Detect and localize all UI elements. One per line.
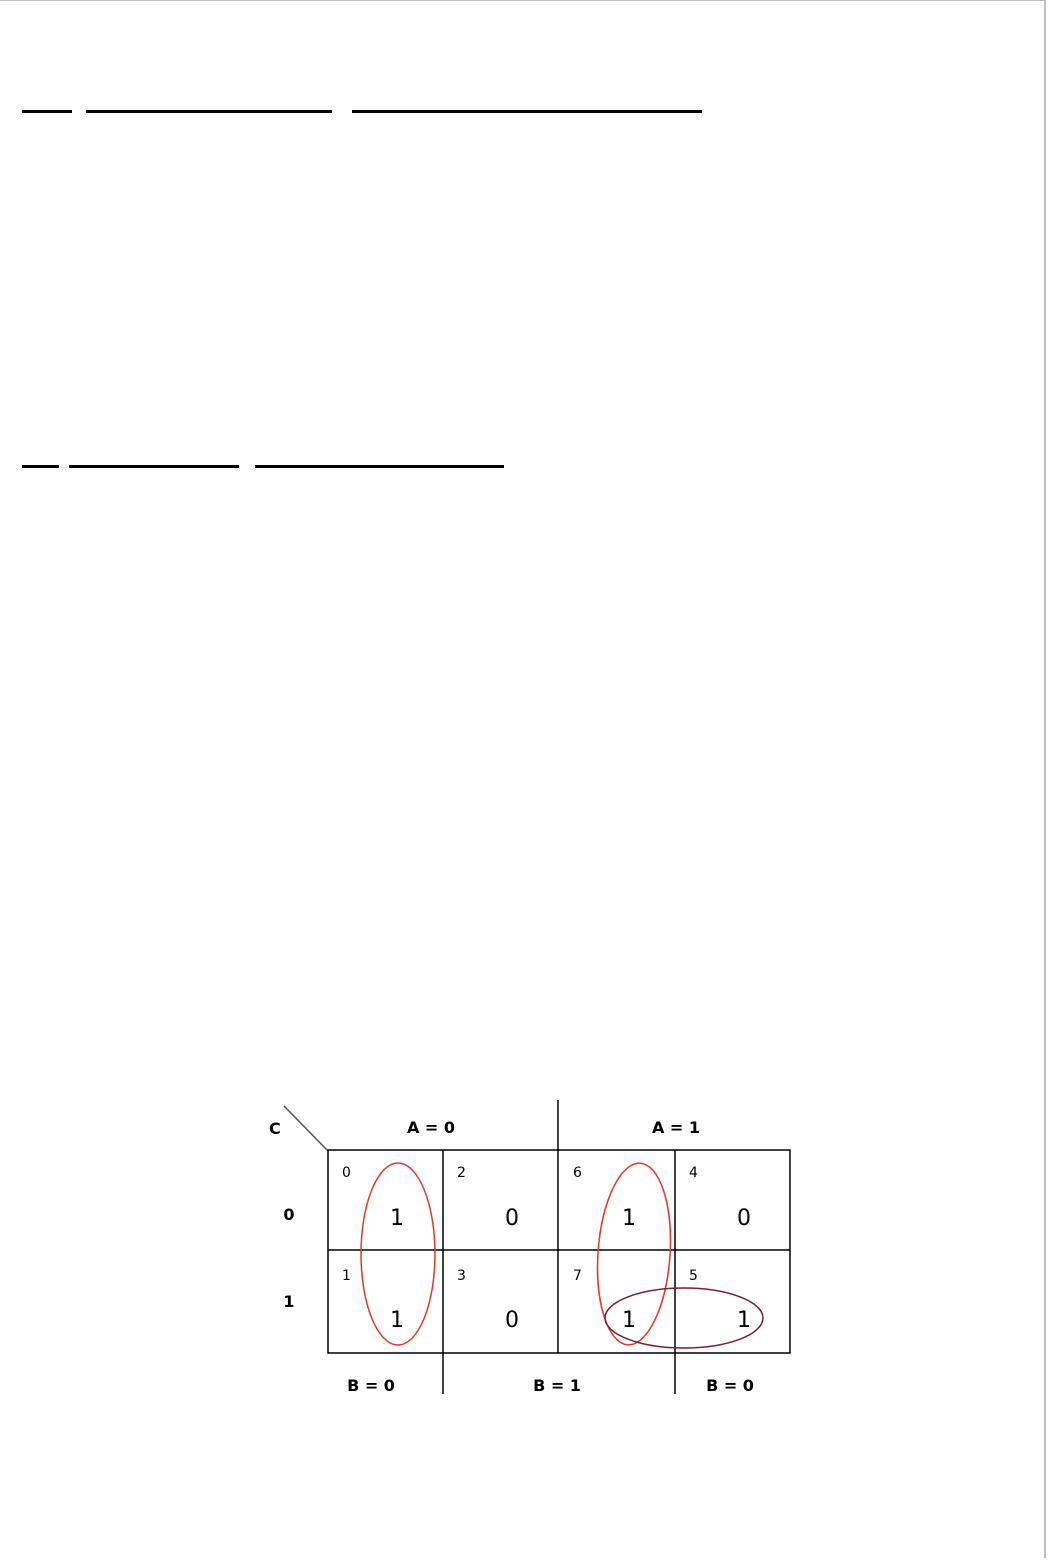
- bottom-label-b0-right: B = 0: [706, 1376, 754, 1395]
- row-header-0: 0: [283, 1205, 295, 1224]
- cell-index: 6: [573, 1165, 582, 1181]
- cell-index: 0: [342, 1165, 351, 1181]
- cell-index: 3: [457, 1268, 466, 1284]
- cell-index: 2: [457, 1165, 466, 1181]
- cell-value: 1: [622, 1206, 636, 1231]
- cell-value: 0: [505, 1206, 519, 1231]
- bottom-label-b0: B = 0: [347, 1376, 395, 1395]
- cell-index: 4: [689, 1165, 698, 1181]
- cell-index: 1: [342, 1268, 351, 1284]
- cell-value: 1: [390, 1206, 404, 1231]
- cell-index: 7: [573, 1268, 582, 1284]
- column-header-a1: A = 1: [651, 1118, 701, 1137]
- corner-diagonal: [284, 1106, 328, 1151]
- corner-label: C: [269, 1119, 281, 1138]
- cell-index: 5: [689, 1268, 698, 1284]
- bottom-label-b1: B = 1: [533, 1376, 581, 1395]
- row-header-1: 1: [283, 1292, 295, 1311]
- cell-value: 1: [390, 1308, 404, 1333]
- cell-value: 1: [737, 1308, 751, 1333]
- cell-value: 0: [737, 1206, 751, 1231]
- column-header-a0: A = 0: [406, 1118, 456, 1137]
- cell-value: 1: [622, 1308, 636, 1333]
- cell-value: 0: [505, 1308, 519, 1333]
